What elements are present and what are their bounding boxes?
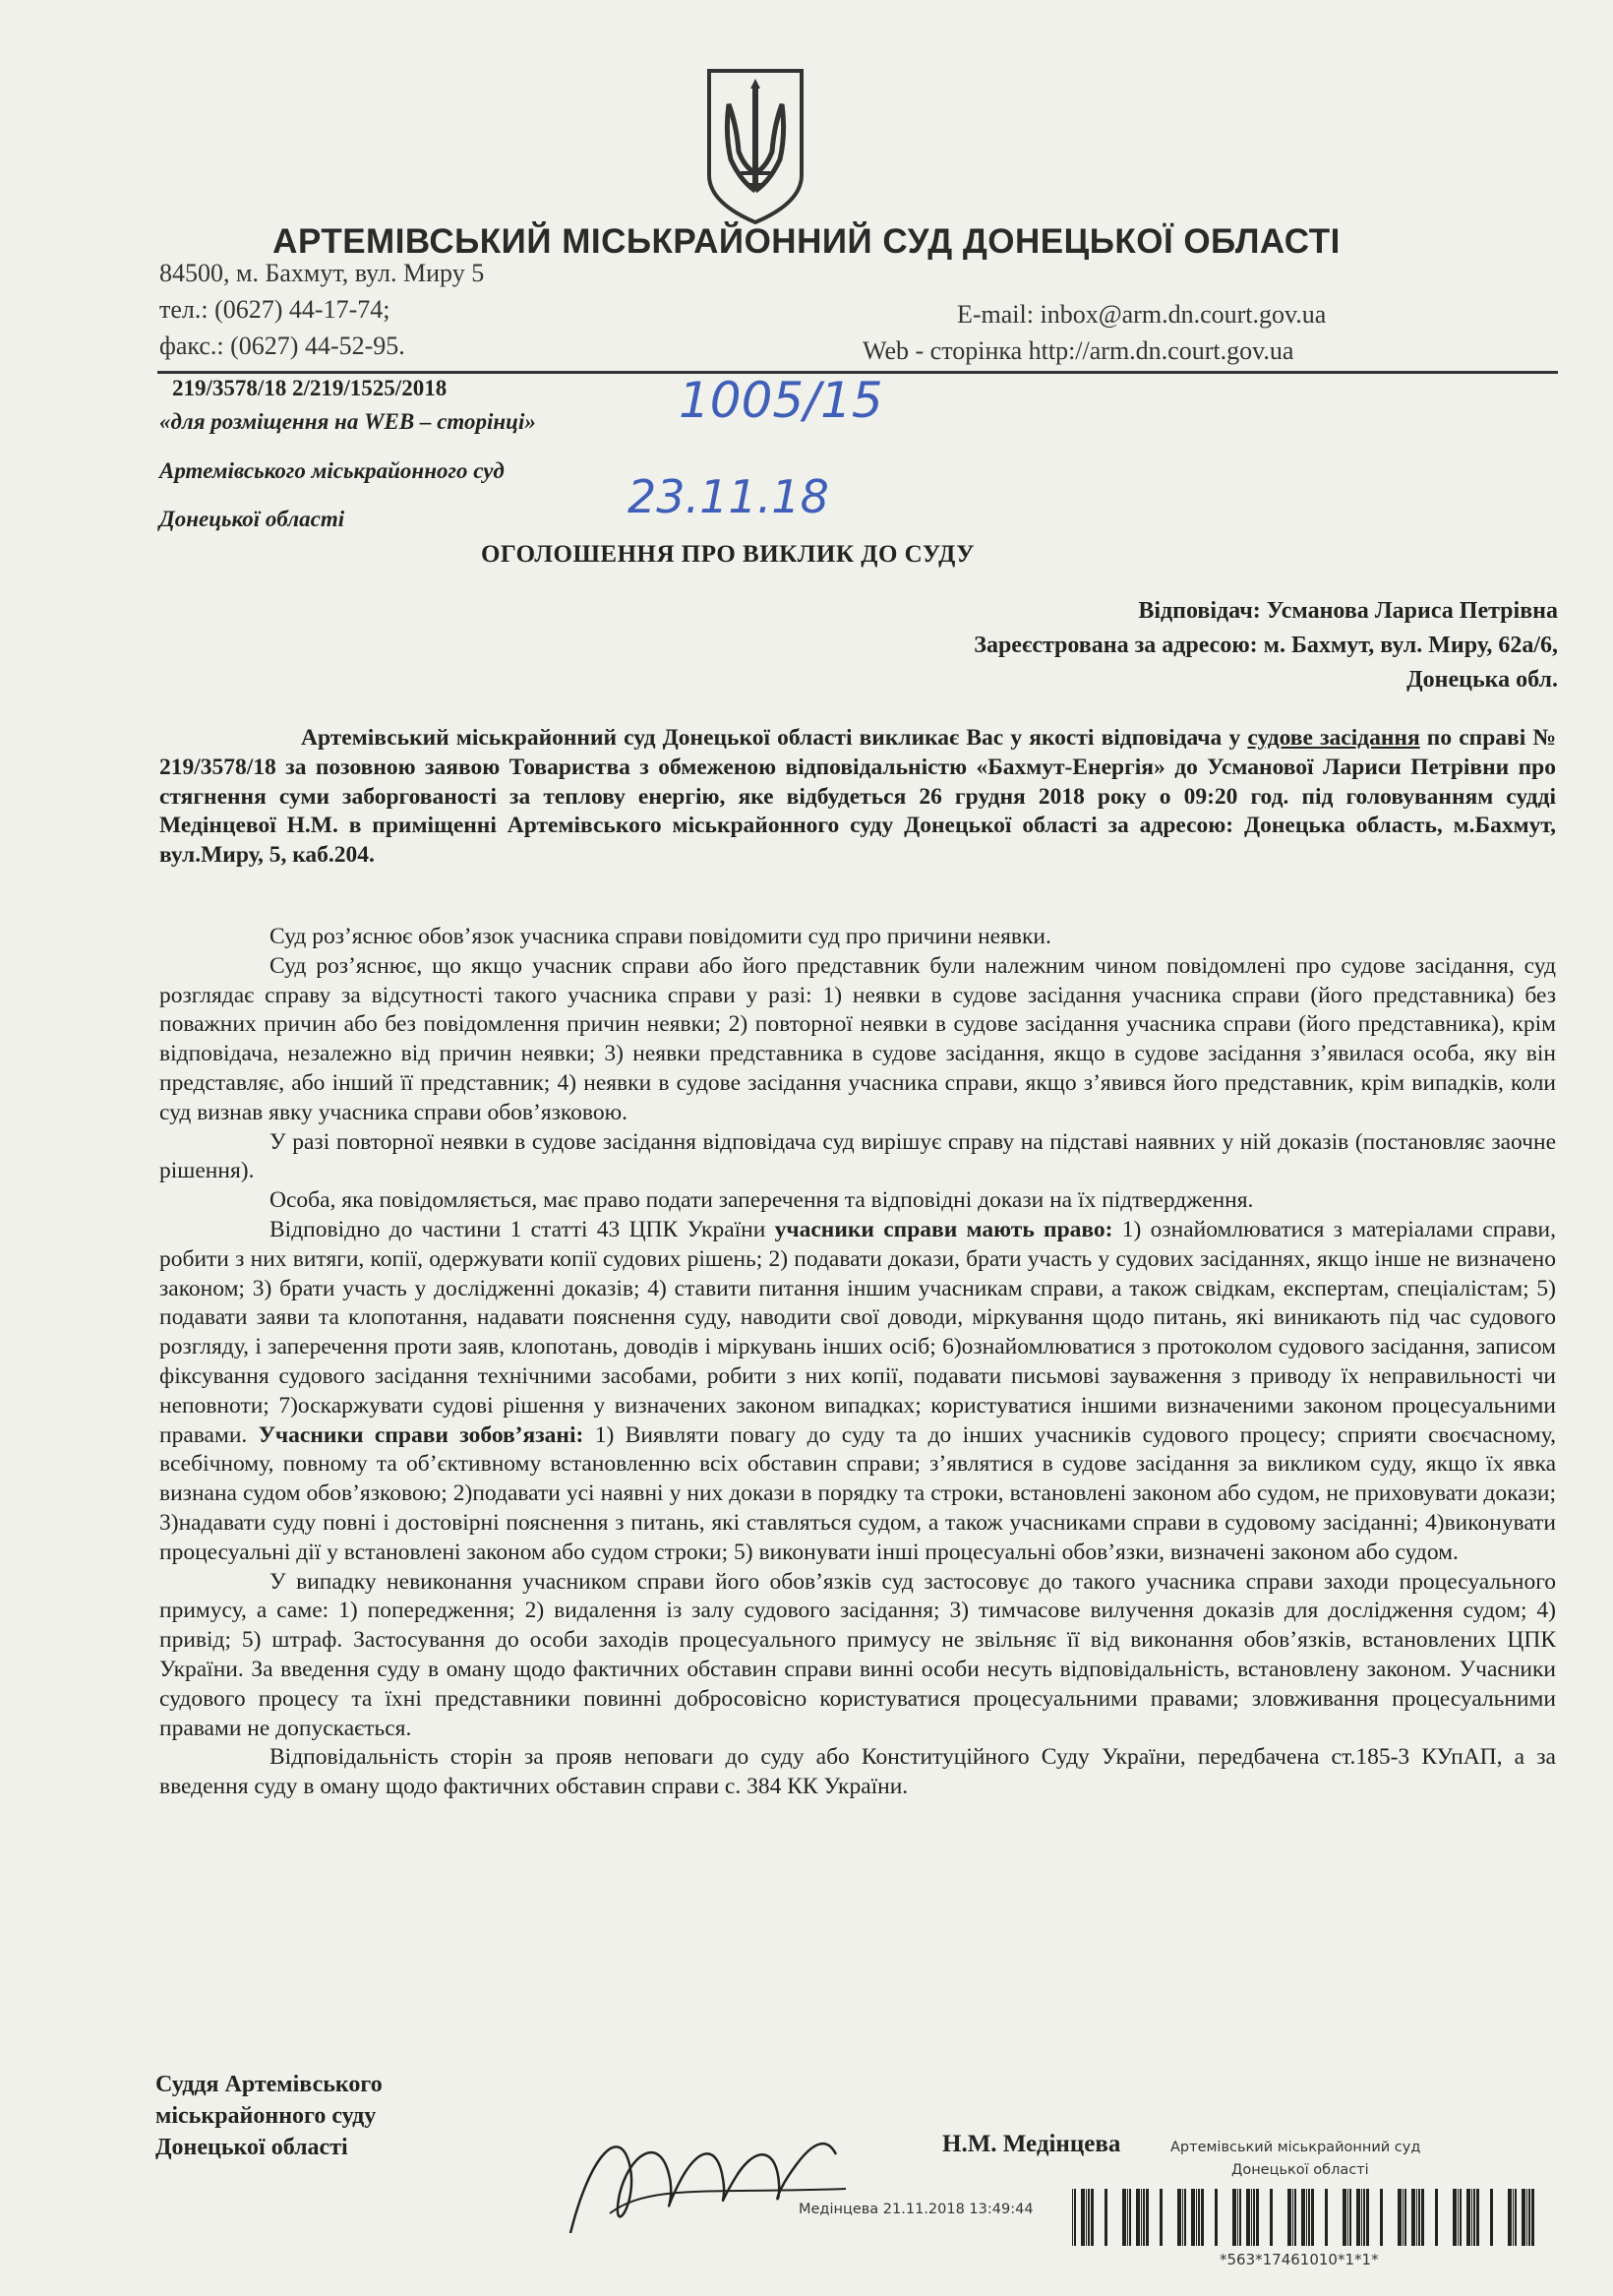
paragraph-objection-right: Особа, яка повідомляється, має право подати заперечення та відповідні докази на їх підтвердження. xyxy=(269,1187,1254,1214)
barcode-bar xyxy=(1201,2189,1204,2246)
barcode-bar xyxy=(1196,2189,1197,2246)
barcode-bar xyxy=(1458,2189,1459,2246)
barcode-bar xyxy=(1418,2189,1420,2246)
barcode xyxy=(1072,2189,1544,2246)
barcode-bar xyxy=(1246,2189,1250,2246)
barcode-bar xyxy=(1239,2189,1241,2246)
barcode-bar xyxy=(1349,2189,1351,2246)
barcode-bar xyxy=(1404,2189,1406,2246)
handwritten-date: 23.11.18 xyxy=(627,470,829,523)
barcode-bar xyxy=(1366,2189,1369,2246)
barcode-bar xyxy=(1453,2189,1457,2246)
barcode-bar xyxy=(1292,2189,1293,2246)
barcode-bar xyxy=(1215,2189,1218,2246)
court-name: АРТЕМІВСЬКИЙ МІСЬКРАЙОННИЙ СУД ДОНЕЦЬКОЇ ОБЛАСТІ xyxy=(272,222,1341,261)
barcode-bar xyxy=(1308,2189,1310,2246)
court-fax: факс.: (0627) 44-52-95. xyxy=(159,332,405,360)
barcode-bar xyxy=(1490,2189,1493,2246)
barcode-bar xyxy=(1184,2189,1186,2246)
defendant-address: Зареєстрована за адресою: м. Бахмут, вул. Миру, 62а/6, xyxy=(974,633,1558,658)
barcode-bar xyxy=(1466,2189,1470,2246)
barcode-bar xyxy=(1513,2189,1514,2246)
barcode-bar xyxy=(1122,2189,1126,2246)
barcode-bar xyxy=(1143,2189,1145,2246)
barcode-bar xyxy=(1237,2189,1238,2246)
barcode-bar xyxy=(1287,2189,1291,2246)
court-address: 84500, м. Бахмут, вул. Миру 5 xyxy=(159,259,485,287)
barcode-bar xyxy=(1403,2189,1404,2246)
barcode-bar xyxy=(1136,2189,1140,2246)
barcode-bar xyxy=(1182,2189,1183,2246)
barcode-bar xyxy=(1081,2189,1085,2246)
barcode-bar xyxy=(1177,2189,1181,2246)
barcode-bar xyxy=(1398,2189,1402,2246)
barcode-bar xyxy=(1129,2189,1131,2246)
barcode-bar xyxy=(1146,2189,1149,2246)
rules-text xyxy=(159,923,1556,1802)
barcode-bar xyxy=(1086,2189,1087,2246)
barcode-bar xyxy=(1311,2189,1314,2246)
barcode-bar xyxy=(1471,2189,1472,2246)
paragraph-rights-duties: Відповідно до частини 1 статті 43 ЦПК України учасники справи мають право: 1) ознайомлюватися з матеріалами справи, робити з них витяги, копії, одержувати копії судових рішень; 2) подавати докази, брати участь у судових засіданнях, якщо інше не визначено законом; 3) брати участь у дослідженні доказів; 4) ставити питання іншим учасникам справи, а також свідкам, експертам, спеціалістам; 5) подавати заяви та клопотання, надавати пояснення суду, наводити свої доводи, міркування щодо питань, які виникають під час судового розгляду, і заперечення проти заяв, клопотань, доводів і міркувань інших осіб; 6)ознайомлюватися з протоколом судового засідання, записом фіксування судового засідання технічними засобами, робити з них копії, подавати письмові зауваження з приводу їх неправильності чи неповноти; 7)оскаржувати судові рішення у визначених законом випадках; користуватися іншими визначеними законом процесуальними правами. Учасники справи зобов’язані: 1) Виявляти повагу до суду та до інших учасників судового процесу; сприяти своєчасному, всебічному, повному та об’єктивному встановленню всіх обставин справи; з’являтися в судове засідання за викликом суду, якщо їх явка визнана судом обов’язковою; 2)подавати усі наявні у них докази в порядку та строки, встановлені законом або судом, не приховувати докази; 3)надавати суду повні і достовірні пояснення з питань, які ставляться судом, а також учасниками справи в судовому засіданні; 4)виконувати процесуальні дії у встановлені законом або судом строки; 5) виконувати інші процесуальні обов’язки, визначені законом або судом. xyxy=(159,1216,1557,1565)
barcode-bar xyxy=(1105,2189,1107,2246)
court-website: Web - сторінка http://arm.dn.court.gov.ua xyxy=(863,336,1294,365)
stamp-signature-timestamp: Медінцева 21.11.2018 13:49:44 xyxy=(799,2202,1034,2217)
barcode-bar xyxy=(1072,2189,1073,2246)
paragraph-absence-rules: Суд роз’яснює, що якщо учасник справи або його представник були належним чином повідомлені про судове засідання, суд розглядає справу за відсутності такого учасника справи у разі: 1) неявки в судове засідання учасника справи (його представника) без поважних причин або без повідомлення причин неявки; 2) повторної неявки в судове засідання учасника справи (його представника), крім відповідача, незалежно від причин неявки; 3) неявки представника в судове засідання, якщо в судове засідання з’явилася особа, яку він представляє, або інший її представник; 4) неявки в судове засідання учасника справи, якщо з’явився його представник, крім випадків, коли суд визнав явку учасника справи обов’язковою. xyxy=(159,952,1556,1125)
coat-of-arms-icon xyxy=(701,65,809,226)
barcode-bar xyxy=(1476,2189,1479,2246)
court-email: E-mail: inbox@arm.dn.court.gov.ua xyxy=(957,300,1327,329)
signature-icon xyxy=(551,2095,856,2253)
stamp-court-name: Артемівський міськрайонний суд xyxy=(1170,2140,1421,2155)
stamp-region: Донецької області xyxy=(1231,2162,1369,2178)
barcode-bar xyxy=(1460,2189,1462,2246)
barcode-bar xyxy=(1526,2189,1527,2246)
barcode-bar xyxy=(1256,2189,1259,2246)
recipient-line-1: Артемівського міськрайонного суд xyxy=(159,458,505,483)
barcode-bar xyxy=(1074,2189,1076,2246)
barcode-bar xyxy=(1270,2189,1273,2246)
barcode-bar xyxy=(1253,2189,1255,2246)
barcode-bar xyxy=(1508,2189,1512,2246)
barcode-bar xyxy=(1361,2189,1362,2246)
barcode-bar xyxy=(1191,2189,1195,2246)
web-placement-note: «для розміщення на WEB – сторінці» xyxy=(159,409,536,434)
barcode-bar xyxy=(1363,2189,1365,2246)
barcode-bar xyxy=(1306,2189,1307,2246)
recipient-line-2: Донецької області xyxy=(159,507,345,531)
paragraph-coercion: У випадку невиконання учасником справи його обов’язків суд застосовує до такого учасника справи заходи процесуального примусу, а саме: 1) попередження; 2) видалення із залу судового засідання; 3) тимчасове вилучення доказів для дослідження судом; 4) привід; 5) штраф. Застосування до особи заходів процесуального примусу не звільняє її від виконання обов’язків, встановлених ЦПК України. За введення суду в оману щодо фактичних обставин справи винні особи несуть відповідальність, встановлену законом. Учасники судового процесу та їхні представники повинні добросовісно користуватися процесуальними правами; зловживання процесуальними правами не допускається. xyxy=(159,1568,1556,1741)
barcode-bar xyxy=(1088,2189,1090,2246)
barcode-bar xyxy=(1294,2189,1296,2246)
barcode-bar xyxy=(1198,2189,1200,2246)
handwritten-reg-number: 1005/15 xyxy=(679,372,883,429)
barcode-number: *563*17461010*1*1* xyxy=(1220,2251,1379,2268)
barcode-bar xyxy=(1091,2189,1094,2246)
barcode-bar xyxy=(1411,2189,1415,2246)
defendant-region: Донецька обл. xyxy=(1406,667,1558,693)
paragraph-liability: Відповідальність сторін за прояв неповаги до суду або Конституційного Суду України, передбачена ст.185-3 КУпАП, а за введення суду в оману щодо фактичних обставин справи с. 384 КК України. xyxy=(159,1744,1556,1800)
case-numbers: 219/3578/18 2/219/1525/2018 xyxy=(172,376,448,400)
judge-name: Н.М. Медінцева xyxy=(942,2131,1121,2157)
barcode-bar xyxy=(1347,2189,1348,2246)
barcode-bar xyxy=(1301,2189,1305,2246)
barcode-bar xyxy=(1127,2189,1128,2246)
judge-title: Суддя Артемівського міськрайонного суду Донецької області xyxy=(155,2072,383,2160)
barcode-bar xyxy=(1141,2189,1142,2246)
barcode-bar xyxy=(1325,2189,1328,2246)
barcode-bar xyxy=(1473,2189,1475,2246)
barcode-bar xyxy=(1528,2189,1530,2246)
barcode-bar xyxy=(1380,2189,1383,2246)
barcode-bar xyxy=(1416,2189,1417,2246)
barcode-bar xyxy=(1251,2189,1252,2246)
barcode-bar xyxy=(1232,2189,1236,2246)
barcode-bar xyxy=(1531,2189,1534,2246)
paragraph-repeat-absence: У разі повторної неявки в судове засідання відповідача суд вирішує справу на підставі наявних у ній доказів (постановляє заочне рішення). xyxy=(159,1128,1556,1184)
barcode-bar xyxy=(1160,2189,1163,2246)
barcode-bar xyxy=(1435,2189,1438,2246)
announcement-title: ОГОЛОШЕННЯ ПРО ВИКЛИК ДО СУДУ xyxy=(480,541,976,568)
barcode-bar xyxy=(1515,2189,1517,2246)
barcode-bar xyxy=(1356,2189,1360,2246)
barcode-bar xyxy=(1343,2189,1346,2246)
court-phone: тел.: (0627) 44-17-74; xyxy=(159,295,390,324)
barcode-bar xyxy=(1522,2189,1525,2246)
paragraph-absence-duty: Суд роз’яснює обов’язок учасника справи повідомити суд про причини неявки. xyxy=(269,924,1051,949)
barcode-bar xyxy=(1421,2189,1424,2246)
summons-paragraph: Артемівський міськрайонний суд Донецької області викликає Вас у якості відповідача у судове засідання по справі № 219/3578/18 за позовною заявою Товариства з обмеженою відповідальністю «Бахмут-Енергія» до Усманової Лариси Петрівни про стягнення суми заборгованості за теплову енергію, яке відбудеться 26 грудня 2018 року о 09:20 год. під головуванням судді Медінцевої Н.М. в приміщенні Артемівського міськрайонного суду Донецької області за адресою: Донецька область, м.Бахмут, вул.Миру, 5, каб.204. xyxy=(159,725,1557,869)
defendant-name: Відповідач: Усманова Лариса Петрівна xyxy=(1138,598,1558,624)
